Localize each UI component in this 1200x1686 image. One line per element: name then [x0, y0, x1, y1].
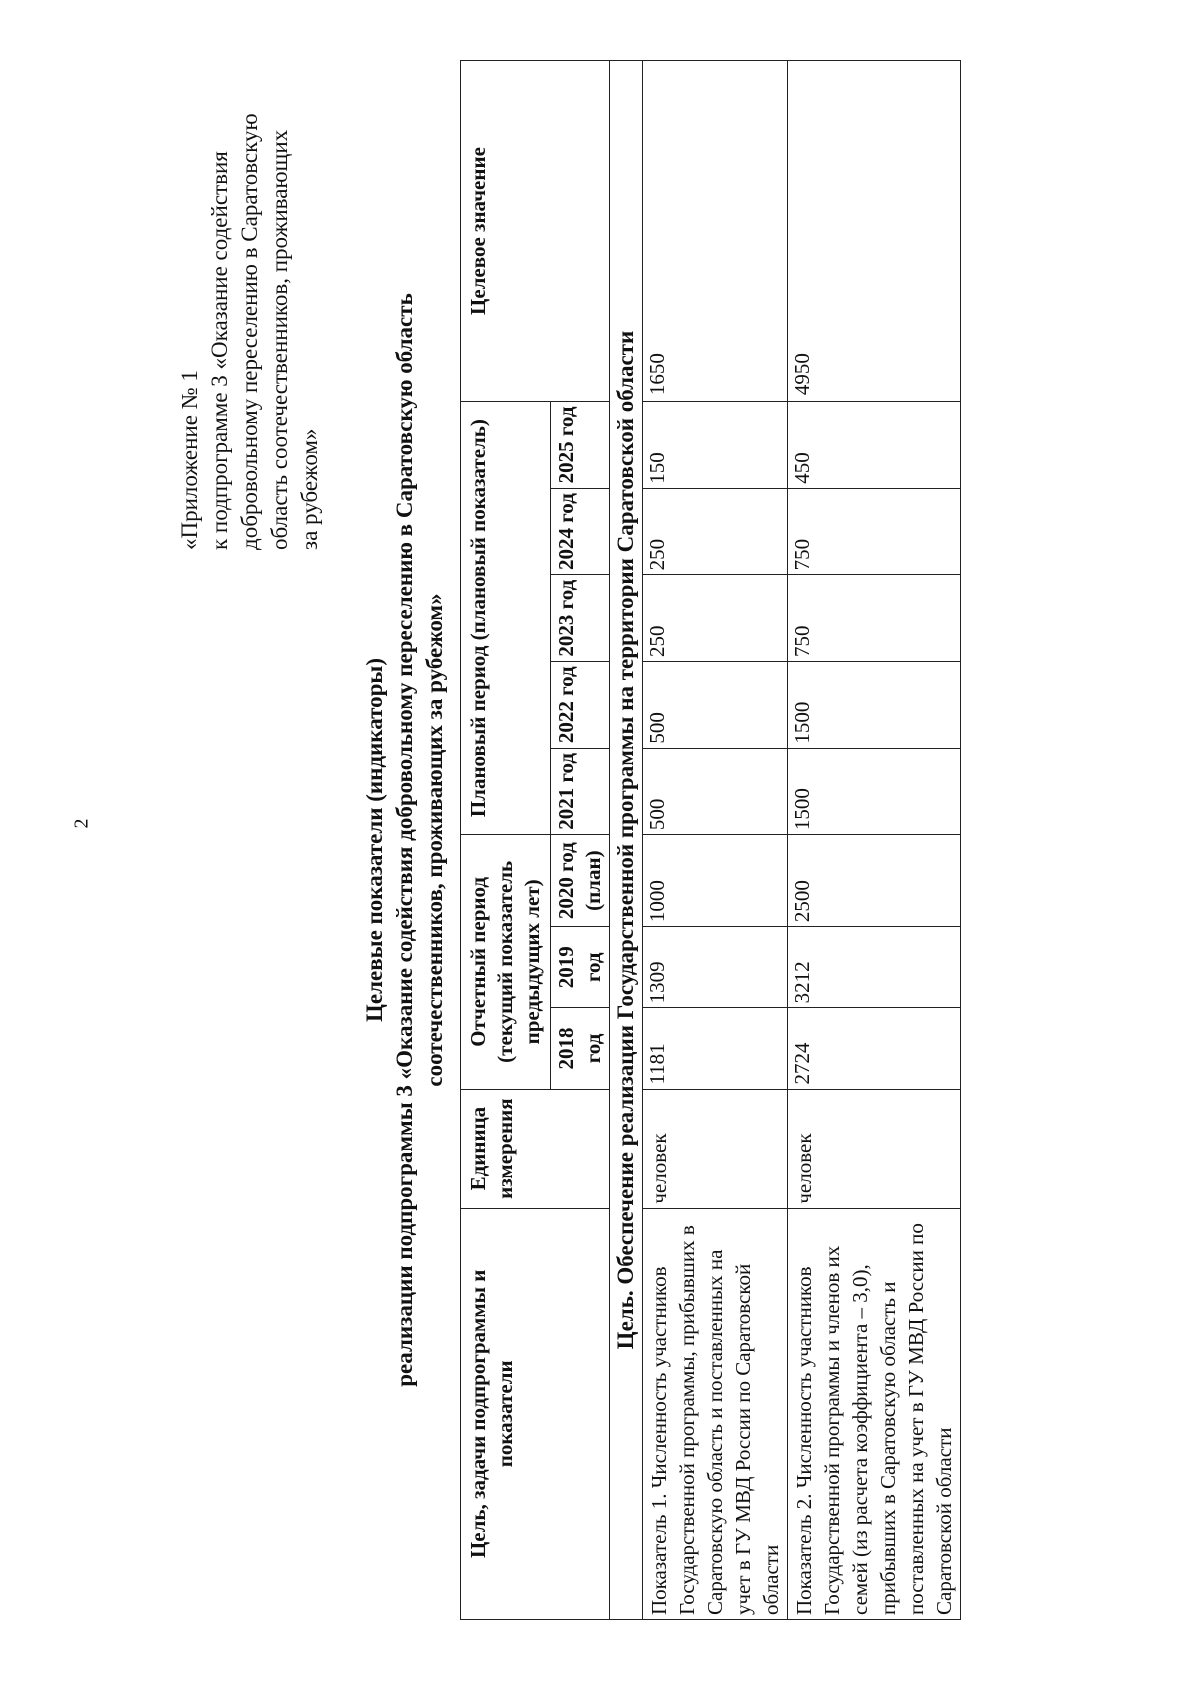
- goal-row: Цель. Обеспечение реализации Государственной программы на территории Саратовской области: [610, 61, 643, 1620]
- table-row: [788, 61, 961, 1620]
- indicator-value: 1309: [643, 927, 788, 1008]
- appendix-line: к подпрограмме 3 «Оказание содействия: [207, 151, 232, 550]
- year-header: 2019 год: [551, 927, 610, 1008]
- indicator-value: 1500: [788, 661, 961, 748]
- indicator-value: 750: [788, 575, 961, 662]
- indicators-table: [460, 60, 961, 1620]
- year-header: 2021 год: [551, 748, 610, 835]
- indicator-value: 3212: [788, 927, 961, 1008]
- header-planned: Плановый период (плановый показатель): [461, 402, 551, 835]
- indicator-value: 2500: [788, 835, 961, 927]
- year-header: 2025 год: [551, 402, 610, 489]
- indicator-value: 450: [788, 402, 961, 489]
- year-header: 2024 год: [551, 488, 610, 575]
- appendix-line: за рубежом»: [297, 428, 322, 550]
- rotated-content: [60, 20, 1100, 1620]
- appendix-line: добровольному переселению в Саратовскую: [237, 113, 262, 550]
- year-header: 2020 год (план): [551, 835, 610, 927]
- title-line: соотечественников, проживающих за рубежом»: [422, 593, 447, 1087]
- indicator-value: 2724: [788, 1008, 961, 1089]
- indicator-target: 4950: [788, 61, 961, 402]
- table-row: [643, 61, 788, 1620]
- header-unit: Единица измерения: [461, 1089, 610, 1208]
- appendix-block: [175, 110, 325, 550]
- year-header: 2018 год: [551, 1008, 610, 1089]
- indicator-value: 250: [643, 575, 788, 662]
- year-header: 2023 год: [551, 575, 610, 662]
- indicator-value: 1181: [643, 1008, 788, 1089]
- indicator-value: 1000: [643, 835, 788, 927]
- header-reporting: Отчетный период (текущий показатель предыдущих лет): [461, 835, 551, 1089]
- indicator-value: 1500: [788, 748, 961, 835]
- indicator-value: 500: [643, 661, 788, 748]
- indicator-name: Показатель 2. Численность участников Государственной программы и членов их семей (из расчета коэффициента – 3,0), прибывших в Саратовскую область и поставленных на учет в ГУ МВД России по Саратовской области: [788, 1208, 961, 1619]
- appendix-line: область соотечественников, проживающих: [267, 129, 292, 550]
- indicator-value: 500: [643, 748, 788, 835]
- indicator-value: 750: [788, 488, 961, 575]
- indicator-value: 150: [643, 402, 788, 489]
- page-number: 2: [70, 818, 93, 829]
- indicator-value: 250: [643, 488, 788, 575]
- header-target: Целевое значение: [461, 61, 610, 402]
- indicator-unit: человек: [788, 1089, 961, 1208]
- header-goal: Цель, задачи подпрограммы и показатели: [461, 1208, 610, 1619]
- indicator-target: 1650: [643, 61, 788, 402]
- indicator-unit: человек: [643, 1089, 788, 1208]
- title-line: реализации подпрограммы 3 «Оказание содействия добровольному переселению в Саратовскую область: [392, 293, 417, 1387]
- year-header: 2022 год: [551, 661, 610, 748]
- appendix-line: «Приложение № 1: [177, 370, 202, 550]
- indicator-name: Показатель 1. Численность участников Государственной программы, прибывших в Саратовскую область и поставленных на учет в ГУ МВД России по Саратовской области: [643, 1208, 788, 1619]
- document-title: [360, 60, 450, 1620]
- title-line: Целевые показатели (индикаторы): [362, 657, 387, 1023]
